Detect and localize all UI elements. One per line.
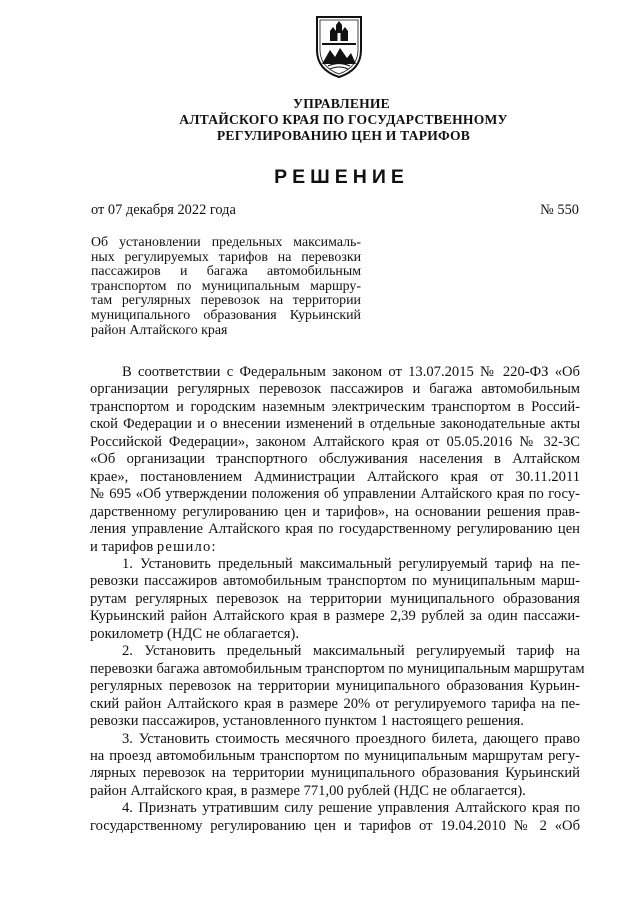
org-line: РЕГУЛИРОВАНИЮ ЦЕН И ТАРИФОВ — [216, 128, 471, 143]
subject-line: муниципального образования Курьинский — [91, 307, 361, 323]
org-line: АЛТАЙСКОГО КРАЯ ПО ГОСУДАРСТВЕННОМУ — [179, 112, 508, 127]
body-line: 1. Установить предельный максимальный регулируемый тариф на пе- — [122, 555, 580, 572]
body-line: 4. Признать утратившим силу решение управления Алтайского края по — [122, 800, 580, 817]
subject-line: ных регулируемых тарифов на перевозки — [91, 249, 361, 265]
body-line: Курьинский район Алтайского края в размере 2,39 рублей за один пассажи- — [90, 608, 580, 625]
body-line: дарственному регулированию цен и тарифов», на основании решения прав- — [90, 503, 580, 520]
body-line: регулярных перевозок на территории муниципального образования Курьин- — [90, 678, 580, 695]
document-body — [90, 364, 585, 835]
body-line: район Алтайского края, в размере 771,00 рублей (НДС не облагается). — [90, 782, 526, 799]
body-line: лярных перевозок на территории муниципального образования Курьинский — [90, 765, 580, 782]
subject-line: пассажиров и багажа автомобильным — [91, 264, 361, 280]
body-line: крае», постановлением Администрации Алтайского края от 30.11.2011 — [90, 468, 580, 485]
subject-line: район Алтайского края — [91, 322, 228, 338]
body-line: ревозки пассажиров автомобильным транспортом по муниципальным марш- — [90, 573, 580, 590]
item-4 — [90, 800, 580, 835]
document-subject — [91, 236, 361, 338]
body-line: ской Федерации и о внесении изменений в отдельные законодательные акты — [90, 416, 580, 433]
body-line: государственному регулированию цен и тарифов от 19.04.2010 № 2 «Об — [90, 817, 580, 834]
body-line: «Об организации транспортного обслуживания населения в Алтайском — [90, 451, 580, 468]
body-line: перевозки багажа автомобильным транспортом по муниципальным маршрутам — [90, 660, 585, 677]
altai-krai-coat-of-arms-icon — [314, 14, 364, 80]
body-line: ревозки пассажиров, установленного пунктом 1 настоящего решения. — [90, 713, 524, 730]
item-2 — [90, 643, 585, 730]
body-line: рокилометр (НДС не облагается). — [90, 625, 299, 642]
body-text: и тарифов — [90, 538, 157, 555]
preamble — [90, 364, 580, 556]
body-line — [90, 539, 580, 556]
body-text: : — [211, 538, 216, 555]
body-line: 3. Установить стоимость месячного проездного билета, дающего право — [122, 730, 580, 747]
subject-line: транспортом по муниципальным маршру- — [91, 278, 361, 294]
document-type-title: РЕШЕНИЕ — [274, 166, 409, 188]
body-line: рутам регулярных перевозок на территории муниципального образования — [90, 590, 580, 607]
item-3 — [90, 731, 580, 801]
body-line: № 695 «Об утверждении положения об управлении Алтайского края по госу- — [90, 486, 580, 503]
body-line: 2. Установить предельный максимальный регулируемый тариф на — [122, 643, 580, 660]
body-line: на проезд автомобильным транспортом по муниципальным маршрутам регу- — [90, 747, 580, 764]
document-number: № 550 — [540, 202, 579, 218]
body-line: ский район Алтайского края в размере 20% от регулируемого тарифа на пе- — [90, 695, 580, 712]
organization-name — [0, 96, 639, 144]
resolved-word: решило — [156, 538, 212, 555]
item-1 — [90, 556, 580, 643]
body-line: ления управление Алтайского края по государственному регулированию цен — [90, 521, 580, 538]
subject-line: там регулярных перевозок на территории — [91, 293, 361, 309]
body-line: В соответствии с Федеральным законом от 13.07.2015 № 220-ФЗ «Об — [122, 364, 580, 380]
org-line: УПРАВЛЕНИЕ — [293, 96, 390, 111]
subject-line: Об установлении предельных максималь- — [91, 235, 361, 250]
body-line: организации регулярных перевозок пассажиров и багажа автомобильным — [90, 381, 580, 398]
document-date: от 07 декабря 2022 года — [91, 202, 236, 218]
body-line: транспортом и городским наземным электрическим транспортом в Россий- — [90, 398, 580, 415]
body-line: Российской Федерации», законом Алтайского края от 05.05.2016 № 32-ЗС — [90, 433, 580, 450]
